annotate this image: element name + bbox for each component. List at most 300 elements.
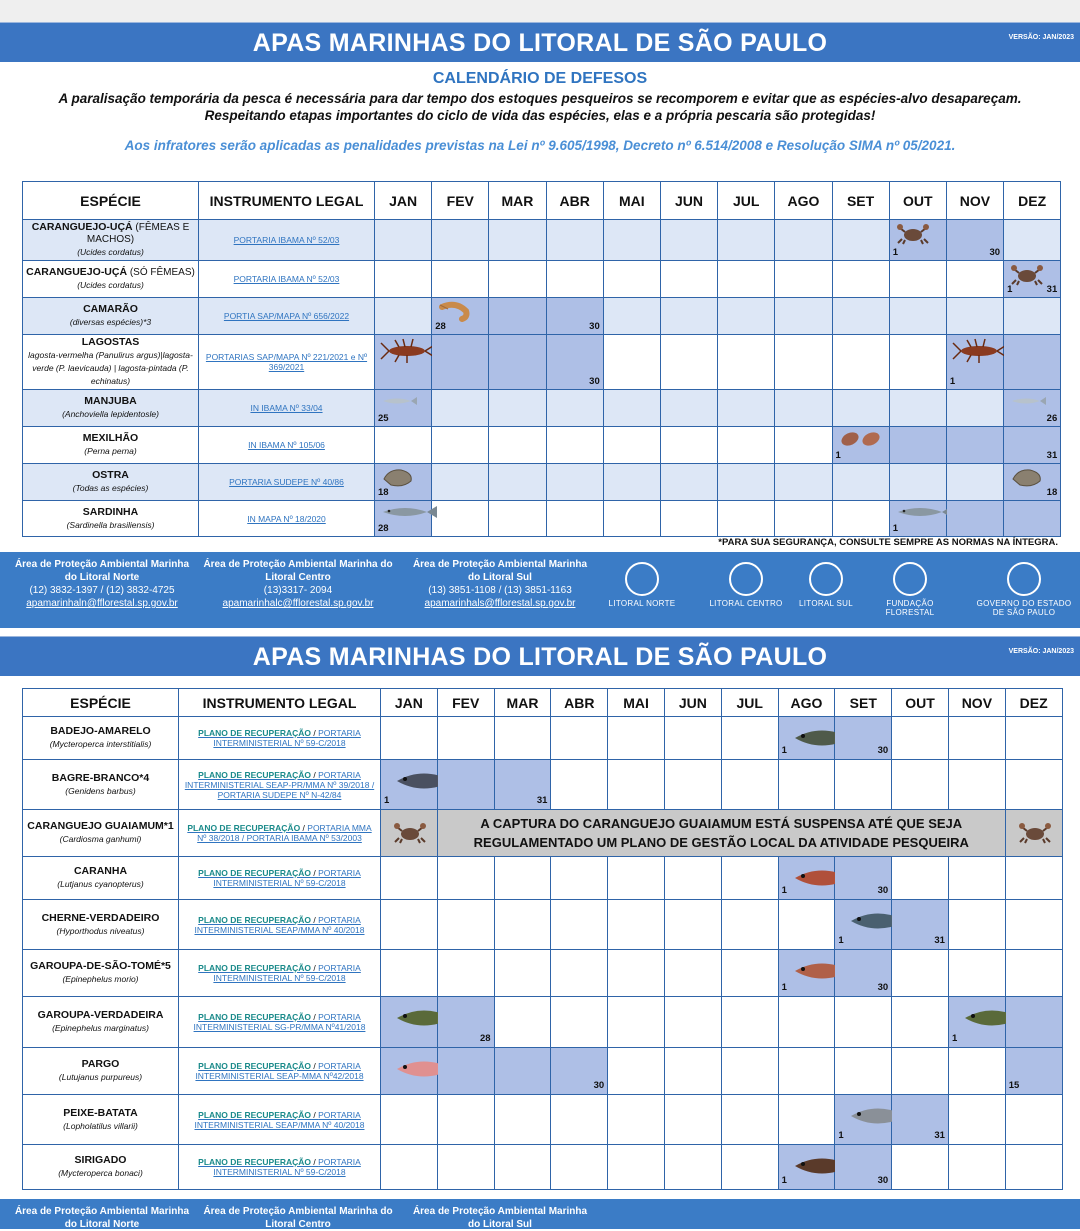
period-day-mark: 1: [951, 1033, 958, 1044]
footer-2: [0, 1199, 1080, 1229]
month-cell: [721, 1095, 778, 1145]
legal-instrument-cell: [179, 950, 381, 997]
month-cell: [375, 220, 432, 261]
footer-contact-center: [200, 558, 396, 610]
period-day-mark: 31: [536, 795, 548, 806]
month-header-mai: MAI: [608, 689, 665, 717]
month-cell: [832, 501, 889, 537]
table2-row: [23, 900, 1063, 950]
species-name: SARDINHA: [82, 505, 139, 518]
month-cell: [1005, 857, 1062, 900]
species-cell: [23, 717, 179, 760]
month-cell: [660, 298, 717, 335]
month-cell: [721, 900, 778, 950]
table2-row: [23, 857, 1063, 900]
legal-instrument-link[interactable]: PORTARIA INTERMINISTERIAL SG-PR/MMA Nº41/2018: [193, 1012, 366, 1032]
month-cell: [603, 220, 660, 261]
month-cell: [546, 427, 603, 464]
month-cell: [832, 335, 889, 390]
month-cell: [889, 390, 946, 427]
table-row: [23, 501, 1061, 537]
month-cell: [1005, 900, 1062, 950]
period-day-mark: 18: [1046, 487, 1058, 498]
recovery-plan-link[interactable]: PLANO DE RECUPERAÇÃO: [198, 868, 312, 878]
period-day-mark: 30: [877, 885, 889, 896]
species-scientific-name: (Mycteroperca interstitialis): [49, 739, 152, 749]
month-cell: [375, 501, 432, 537]
month-cell: [437, 717, 494, 760]
footer-logo: [976, 562, 1072, 617]
month-cell: [948, 760, 1005, 810]
link-separator: /: [300, 823, 308, 833]
month-cell: [946, 335, 1003, 390]
species-scientific-name: (Hyporthodus niveatus): [56, 925, 145, 936]
period-day-mark: 26: [1046, 413, 1058, 424]
month-cell: [948, 1048, 1005, 1095]
species-name: CAMARÃO: [83, 303, 138, 315]
month-cell: [1005, 1095, 1062, 1145]
month-cell: [381, 900, 438, 950]
month-cell: [375, 261, 432, 298]
month-cell: [437, 1048, 494, 1095]
species-name: PEIXE-BATATA: [63, 1106, 138, 1119]
crab-icon: [393, 822, 427, 849]
month-header-abr: ABR: [546, 182, 603, 220]
recovery-plan-link[interactable]: PLANO DE RECUPERAÇÃO: [198, 963, 312, 973]
month-cell: [721, 1048, 778, 1095]
table-row: [23, 390, 1061, 427]
month-cell: [948, 857, 1005, 900]
species-name: CARANGUEJO GUAIAMUM*1: [27, 820, 174, 832]
month-cell: [664, 760, 721, 810]
table2-row: [23, 717, 1063, 760]
month-cell: [375, 390, 432, 427]
logo-emblem-icon: [625, 562, 659, 596]
table2-row: [23, 810, 1063, 857]
month-cell: [381, 1048, 438, 1095]
recovery-plan-link[interactable]: PLANO DE RECUPERAÇÃO: [198, 769, 312, 780]
period-day-mark: 30: [877, 982, 889, 993]
link-separator: /: [311, 1157, 319, 1167]
month-cell: [603, 335, 660, 390]
species-scientific-name: (Lopholatilus villarii): [63, 1120, 138, 1131]
legal-header: INSTRUMENTO LEGAL: [199, 182, 375, 220]
guaiamum-left-cell: [381, 810, 438, 857]
month-cell: [1004, 220, 1061, 261]
legal-instrument-link[interactable]: PORTARIA MMA Nº 38/2018 / PORTARIA IBAMA Nº 53/2003: [197, 823, 372, 843]
recovery-plan-link[interactable]: PLANO DE RECUPERAÇÃO: [198, 1061, 312, 1071]
month-cell: [946, 298, 1003, 335]
month-header-jan: JAN: [375, 182, 432, 220]
month-cell: [889, 298, 946, 335]
recovery-plan-link[interactable]: PLANO DE RECUPERAÇÃO: [198, 1157, 312, 1167]
month-cell: [948, 1095, 1005, 1145]
month-cell: [832, 298, 889, 335]
crab-icon: [896, 223, 930, 250]
month-cell: [718, 501, 775, 537]
month-cell: [546, 298, 603, 335]
logo-label: LITORAL SUL: [799, 599, 853, 608]
version-label: VERSÃO: JAN/2023: [1008, 34, 1074, 41]
month-cell: [835, 900, 892, 950]
footer-apa-name: Área de Proteção Ambiental Marinha do Litoral Centro: [203, 559, 393, 583]
month-cell: [778, 1145, 835, 1190]
period-day-mark: 30: [593, 1080, 605, 1091]
month-cell: [494, 900, 551, 950]
footer-logo: [868, 562, 952, 617]
footer-apa-name: Área de Proteção Ambiental Marinha do Litoral Sul: [412, 1206, 588, 1230]
species-name: CARANHA: [73, 865, 128, 877]
month-cell: [660, 427, 717, 464]
guaiamum-right-cell: [1005, 810, 1062, 857]
month-cell: [835, 997, 892, 1048]
species-scientific-name: (diversas espécies)*3: [69, 317, 152, 327]
link-separator: /: [311, 963, 319, 973]
period-day-mark: 1: [949, 376, 956, 387]
month-cell: [489, 390, 546, 427]
month-cell: [546, 390, 603, 427]
month-cell: [437, 950, 494, 997]
month-cell: [721, 997, 778, 1048]
month-header-ago: AGO: [778, 689, 835, 717]
species-scientific-name: (Lutjanus cyanopterus): [57, 879, 144, 889]
month-header-jul: JUL: [721, 689, 778, 717]
legal-instrument-link[interactable]: PORTARIA IBAMA Nº 52/03: [199, 261, 375, 298]
footer-email-link[interactable]: apamarinhaln@fflorestal.sp.gov.br: [26, 598, 178, 609]
month-cell: [892, 1095, 949, 1145]
legal-instrument-link[interactable]: PORTARIA INTERMINISTERIAL Nº 59-C/2018: [213, 728, 361, 748]
legal-instrument-link[interactable]: IN IBAMA Nº 105/06: [199, 427, 375, 464]
month-cell: [835, 760, 892, 810]
month-cell: [832, 427, 889, 464]
month-cell: [1004, 298, 1061, 335]
month-cell: [1004, 335, 1061, 390]
month-cell: [664, 1145, 721, 1190]
month-cell: [381, 717, 438, 760]
month-cell: [778, 717, 835, 760]
month-cell: [381, 950, 438, 997]
month-cell: [432, 390, 489, 427]
month-cell: [718, 390, 775, 427]
recovery-plan-link[interactable]: PLANO DE RECUPERAÇÃO: [198, 1109, 312, 1120]
table2-row: [23, 997, 1063, 1048]
month-cell: [718, 335, 775, 390]
month-cell: [948, 900, 1005, 950]
recovery-plan-link[interactable]: PLANO DE RECUPERAÇÃO: [198, 1012, 312, 1022]
page-title: APAS MARINHAS DO LITORAL DE SÃO PAULO: [252, 29, 828, 57]
month-header-mar: MAR: [494, 689, 551, 717]
month-cell: [603, 427, 660, 464]
species-cell: [23, 335, 199, 390]
intro-text: A paralisação temporária da pesca é necessária para dar tempo dos estoques pesqueiros se recomporem e evitar que as espécies-alvo desapareçam. Respeitando etapas importantes do ciclo de vida das espécies, elas e a própria pescaria são protegidas!: [58, 91, 1022, 123]
species-cell: [23, 857, 179, 900]
month-cell: [778, 997, 835, 1048]
month-cell: [778, 857, 835, 900]
species-name: BADEJO-AMARELO: [50, 725, 151, 737]
species-cell: [23, 427, 199, 464]
suspension-notice: A CAPTURA DO CARANGUEJO GUAIAMUM ESTÁ SUSPENSA ATÉ QUE SEJA REGULAMENTADO UM PLANO DE GESTÃO LOCAL DA ATIVIDADE PESQUEIRA: [437, 810, 1005, 857]
legal-header: INSTRUMENTO LEGAL: [179, 689, 381, 717]
month-cell: [546, 261, 603, 298]
legal-instrument-link[interactable]: PORTARIA IBAMA Nº 52/03: [199, 220, 375, 261]
legal-instrument-link[interactable]: PORTIA SAP/MAPA Nº 656/2022: [199, 298, 375, 335]
month-cell: [718, 427, 775, 464]
month-cell: [889, 464, 946, 501]
month-header-jul: JUL: [718, 182, 775, 220]
legal-instrument-link[interactable]: PORTARIAS SAP/MAPA Nº 221/2021 e Nº 369/2021: [199, 335, 375, 390]
month-cell: [546, 220, 603, 261]
month-cell: [660, 464, 717, 501]
legal-instrument-link[interactable]: PORTARIA INTERMINISTERIAL Nº 59-C/2018: [213, 963, 361, 983]
species-cell: [23, 810, 179, 857]
month-cell: [546, 501, 603, 537]
month-cell: [775, 390, 832, 427]
species-cell: [23, 1145, 179, 1190]
period-day-mark: 1: [892, 247, 898, 258]
month-cell: [835, 857, 892, 900]
legal-instrument-cell: [179, 900, 381, 950]
month-cell: [608, 1145, 665, 1190]
month-cell: [718, 298, 775, 335]
month-cell: [375, 427, 432, 464]
logo-label: LITORAL CENTRO: [709, 599, 783, 608]
month-cell: [1005, 760, 1062, 810]
species-scientific-name: (Sardinella brasiliensis): [66, 519, 155, 530]
species-header: ESPÉCIE: [23, 182, 199, 220]
species-scientific-name: (Ucides cordatus): [77, 280, 144, 290]
footer-contact-south: [412, 1205, 588, 1231]
table-row: [23, 464, 1061, 501]
month-cell: [489, 335, 546, 390]
period-day-mark: 1: [781, 745, 787, 756]
month-header-mar: MAR: [489, 182, 546, 220]
species-scientific-name: (Epinephelus morio): [62, 974, 139, 984]
month-cell: [835, 1145, 892, 1190]
species-scientific-name: (Perna perna): [84, 446, 137, 456]
table2-row: [23, 760, 1063, 810]
month-cell: [437, 997, 494, 1048]
month-header-out: OUT: [889, 182, 946, 220]
link-separator: /: [311, 769, 319, 780]
month-cell: [603, 261, 660, 298]
month-cell: [832, 390, 889, 427]
footer-email-link[interactable]: apamarinhalc@fflorestal.sp.gov.br: [222, 598, 374, 609]
month-cell: [551, 857, 608, 900]
month-cell: [437, 857, 494, 900]
month-header-abr: ABR: [551, 689, 608, 717]
intro-block: [0, 70, 1080, 153]
month-cell: [889, 335, 946, 390]
month-cell: [664, 857, 721, 900]
month-cell: [1004, 501, 1061, 537]
month-cell: [946, 390, 1003, 427]
species-scientific-name: lagosta-vermelha (Panulirus argus)|lagosta-verde (P. laevicauda) | lagosta-pintada (P. echinatus): [28, 350, 193, 386]
period-day-mark: 1: [781, 885, 787, 896]
legal-instrument-cell: [179, 857, 381, 900]
footer-phone: (12) 3832-1397 / (12) 3832-4725: [29, 585, 175, 596]
species-name: CARANGUEJO-UÇÁ: [31, 221, 133, 233]
species-scientific-name: (Ucides cordatus): [77, 247, 144, 257]
month-cell: [946, 220, 1003, 261]
month-header-fev: FEV: [432, 182, 489, 220]
month-cell: [489, 298, 546, 335]
oyster-icon: [1010, 467, 1044, 494]
month-cell: [664, 900, 721, 950]
anchovy-icon: [1010, 393, 1046, 411]
footer-1: [0, 552, 1080, 628]
month-cell: [889, 427, 946, 464]
month-cell: [546, 464, 603, 501]
month-cell: [775, 220, 832, 261]
month-cell: [375, 335, 432, 390]
month-cell: [489, 261, 546, 298]
species-cell: [23, 1048, 179, 1095]
month-cell: [381, 1145, 438, 1190]
table-row: [23, 261, 1061, 298]
month-cell: [603, 501, 660, 537]
legal-instrument-link[interactable]: PORTARIA INTERMINISTERIAL Nº 59-C/2018: [213, 1157, 361, 1177]
period-day-mark: 31: [934, 935, 945, 946]
legal-instrument-cell: [179, 717, 381, 760]
logo-emblem-icon: [1007, 562, 1041, 596]
month-cell: [775, 427, 832, 464]
species-cell: [23, 900, 179, 950]
footer-phone: (13) 3851-1108 / (13) 3851-1163: [428, 585, 572, 596]
month-cell: [551, 760, 608, 810]
table-row: [23, 298, 1061, 335]
month-cell: [718, 220, 775, 261]
month-cell: [381, 1095, 438, 1145]
month-header-ago: AGO: [775, 182, 832, 220]
species-extra: (FÊMEAS E MACHOS): [86, 222, 190, 245]
logo-emblem-icon: [893, 562, 927, 596]
footer-contact-south: [412, 558, 588, 610]
month-cell: [946, 501, 1003, 537]
month-cell: [432, 335, 489, 390]
lobster-icon: [381, 338, 433, 369]
recovery-plan-link[interactable]: PLANO DE RECUPERAÇÃO: [187, 823, 301, 833]
month-cell: [489, 427, 546, 464]
crab-icon: [1010, 264, 1044, 291]
table2-row: [23, 1048, 1063, 1095]
link-separator: /: [311, 1109, 319, 1120]
month-cell: [494, 1095, 551, 1145]
month-header-jan: JAN: [381, 689, 438, 717]
table-row: [23, 220, 1061, 261]
month-cell: [494, 760, 551, 810]
month-cell: [948, 950, 1005, 997]
title-bar-2: [0, 636, 1080, 676]
month-cell: [608, 997, 665, 1048]
month-cell: [775, 261, 832, 298]
footer-phone: (13)3317- 2094: [263, 585, 333, 596]
month-cell: [946, 261, 1003, 298]
month-cell: [718, 464, 775, 501]
legal-instrument-cell: [179, 1145, 381, 1190]
period-day-mark: 1: [835, 450, 841, 461]
species-scientific-name: (Anchoviella lepidentosle): [62, 409, 159, 419]
period-day-mark: 15: [1008, 1080, 1020, 1091]
species-scientific-name: (Cardiosma ganhumi): [59, 834, 142, 844]
sardine-icon: [381, 504, 437, 525]
month-cell: [608, 1095, 665, 1145]
month-cell: [1005, 1048, 1062, 1095]
legal-instrument-link[interactable]: IN MAPA Nº 18/2020: [199, 501, 375, 537]
period-day-mark: 30: [589, 376, 600, 387]
link-separator: /: [311, 1061, 319, 1071]
legal-instrument-link[interactable]: PORTARIA INTERMINISTERIAL Nº 59-C/2018: [213, 868, 361, 888]
legal-instrument-link[interactable]: PORTARIA SUDEPE Nº 40/86: [199, 464, 375, 501]
defeso-table-2: [22, 688, 1063, 1190]
month-cell: [375, 464, 432, 501]
species-cell: [23, 464, 199, 501]
recovery-plan-link[interactable]: PLANO DE RECUPERAÇÃO: [198, 914, 312, 925]
legal-instrument-link[interactable]: PORTARIA INTERMINISTERIAL SEAP-MMA Nº42/2018: [195, 1061, 364, 1081]
month-cell: [775, 464, 832, 501]
calendar-subtitle: CALENDÁRIO DE DEFESOS: [432, 70, 648, 87]
footer-apa-name: Área de Proteção Ambiental Marinha do Litoral Centro: [203, 1206, 393, 1230]
legal-instrument-link[interactable]: PORTARIA INTERMINISTERIAL SEAP-PR/MMA Nº 39/2018 / PORTARIA SUDEPE Nº N-42/84: [184, 769, 375, 800]
legal-instrument-cell: [179, 760, 381, 810]
month-cell: [948, 717, 1005, 760]
period-day-mark: 31: [1046, 450, 1058, 461]
month-cell: [489, 464, 546, 501]
legal-instrument-link[interactable]: IN IBAMA Nº 33/04: [199, 390, 375, 427]
species-name: LAGOSTAS: [81, 336, 140, 348]
month-cell: [1004, 427, 1061, 464]
legal-instrument-cell: [179, 1095, 381, 1145]
link-separator: /: [311, 868, 319, 878]
footer-email-link[interactable]: apamarinhals@fflorestal.sp.gov.br: [424, 598, 576, 609]
top-gap: [0, 0, 1080, 22]
month-cell: [664, 1095, 721, 1145]
logo-label: FUNDAÇÃO FLORESTAL: [885, 599, 935, 617]
month-cell: [432, 298, 489, 335]
legal-instrument-link[interactable]: PORTARIA INTERMINISTERIAL SEAP/MMA Nº 40/2018: [194, 914, 365, 935]
period-day-mark: 28: [378, 523, 389, 534]
month-cell: [551, 1145, 608, 1190]
month-cell: [608, 760, 665, 810]
month-cell: [664, 1048, 721, 1095]
month-cell: [375, 298, 432, 335]
table2-row: [23, 1095, 1063, 1145]
legal-instrument-link[interactable]: PORTARIA INTERMINISTERIAL SEAP/MMA Nº 40/2018: [194, 1109, 365, 1130]
species-header: ESPÉCIE: [23, 689, 179, 717]
month-cell: [946, 464, 1003, 501]
month-cell: [660, 501, 717, 537]
title-bar: [0, 22, 1080, 62]
period-day-mark: 30: [589, 321, 600, 332]
species-name: GAROUPA-VERDADEIRA: [37, 1009, 164, 1021]
month-cell: [551, 950, 608, 997]
month-cell: [494, 1145, 551, 1190]
recovery-plan-link[interactable]: PLANO DE RECUPERAÇÃO: [198, 728, 312, 738]
footer-logo: [784, 562, 868, 608]
month-cell: [1005, 717, 1062, 760]
legal-instrument-cell: [179, 810, 381, 857]
footer-apa-name: Área de Proteção Ambiental Marinha do Litoral Norte: [14, 1206, 190, 1230]
month-cell: [660, 261, 717, 298]
period-day-mark: 1: [781, 982, 787, 993]
month-header-nov: NOV: [946, 182, 1003, 220]
legal-instrument-cell: [179, 997, 381, 1048]
month-cell: [889, 261, 946, 298]
month-cell: [721, 1145, 778, 1190]
month-cell: [718, 261, 775, 298]
month-cell: [948, 1145, 1005, 1190]
month-cell: [892, 1048, 949, 1095]
link-separator: /: [311, 914, 319, 925]
